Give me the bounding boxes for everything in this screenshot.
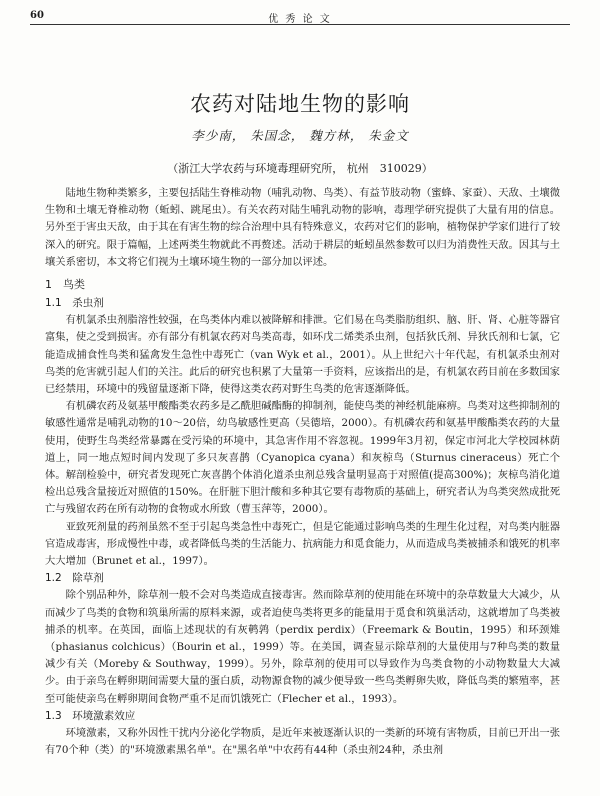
section-heading: 1 鸟类 [45, 278, 85, 292]
article-authors: 李少南， 朱国念， 魏方林， 朱金文 [191, 128, 409, 143]
body-paragraph: 亚致死剂量的药剂虽然不至于引起鸟类急性中毒死亡，但是它能通过影响鸟类的生理生化过程，对鸟类内脏器官造成毒害，形成慢性中毒，或者降低鸟类的生活能力、抗病能力和觅食能力，从而造成鸟类被捕杀和饿死的机率大大增加（Brunet et al.，1997）。 [45, 520, 560, 568]
body-paragraph: 有机氯杀虫剂脂溶性较强，在鸟类体内难以被降解和排泄。它们易在鸟类脂肪组织、脑、肝、肾、心脏等器官富集，使之受到损害。亦有部分有机氯农药对鸟类高毒，如环戊二烯类杀虫剂，包括狄氏剂、异狄氏剂和七氯，它能造成捕食性鸟类和猛禽发生急性中毒死亡（van Wyk et al.，2001）。从上世纪六十年代起，有机氯杀虫剂对鸟类的危害就引起人们的关注。此后的研究也积累了大量第一手资料，应该指出的是，有机氯农药目前在多数国家已经禁用，环境中的残留量逐渐下降，使得这类农药对野生鸟类的危害逐渐降低。 [45, 314, 560, 396]
subsection-heading: 1.1 杀虫剂 [45, 297, 104, 310]
article-body [45, 185, 560, 760]
page-number: 60 [30, 10, 44, 21]
body-paragraph: 环境激素，又称外因性干扰内分泌化学物质，是近年来被逐渐认识的一类新的环境有害物质，目前已开出一张有70个种（类）的"环境激素黑名单"。在"黑名单"中农药有44种（杀虫剂24种，杀虫剂 [45, 727, 560, 757]
body-paragraph: 有机磷农药及氨基甲酸酯类农药多是乙酰胆碱酯酶的抑制剂，能使鸟类的神经机能麻痹。鸟类对这些抑制剂的敏感性通常是哺乳动物的10～20倍，幼鸟敏感性更高（吴德培，2000）。有机磷农药和氨基甲酸酯类农药的大量使用，使野生鸟类经常暴露在受污染的环境中，其急害作用不容忽视。1999年3月初，保定市河北大学校园林荫道上，同一地点短时间内发现了多只灰喜鹊（Cyanopica cyana）和灰椋鸟（Sturnus cineraceus）死亡个体。解剖检验中，研究者发现死亡灰喜鹊个体消化道杀虫剂总残含量明显高于对照值(提高300%)；灰椋鸟消化道检出总残含量接近对照值的150%。在肝脏下胆汁酸和多种其它要有毒物质的基础上，研究者认为鸟类突然成批死亡与残留农药在所有动物的食物或水所致（曹玉萍等，2000）。 [45, 400, 560, 516]
intro-paragraph: 陆地生物种类繁多，主要包括陆生脊椎动物（哺乳动物、鸟类）、有益节肢动物（蜜蜂、家蚕）、天敌、土壤微生物和土壤无脊椎动物（蚯蚓、跳尾虫）。有关农药对陆生哺乳动物的影响，毒理学研究提供了大量有用的信息。另外至于害虫天敌，由于其在有害生物的综合治理中具有特殊意义，农药对它们的影响，植物保护学家们进行了较深入的研究。限于篇幅，上述两类生物就此不再赘述。活动于耕层的蚯蚓虽然参数可以归为消费性天敌。因其与土壤关系密切，本文将它们视为土壤环境生物的一部分加以评述。 [45, 187, 560, 268]
running-header [30, 10, 570, 25]
subsection-heading: 1.3 环境激素效应 [45, 709, 136, 722]
journal-section: 优 秀 论 文 [268, 14, 332, 25]
body-paragraph: 除个别品种外，除草剂一般不会对鸟类造成直接毒害。然而除草剂的使用能在环境中的杂草数量大大减少，从而减少了鸟类的食物和筑巢所需的原料来源，或者迫使鸟类将更多的能量用于觅食和筑巢活动，这就增加了鸟类被捕杀的机率。在英国，面临上述现状的有灰鹌鹑（perdix perdix）（Freemark & Boutin，1995）和环颈雉（phasianus colchicus）（Bourin et al.，1999）等。在美国，调查显示除草剂的大量使用与7种鸟类的数量减少有关（Moreby & Southway，1999）。另外，除草剂的使用可以导致作为鸟类食物的小动物数量大大减少。由于亲鸟在孵卵期间需要大量的蛋白质，动物源食物的减少便导致一些鸟类孵卵失败，降低鸟类的繁殖率，甚至可能使亲鸟在孵卵期间食物严重不足而饥饿死亡（Flecher et al.，1993）。 [45, 589, 560, 705]
article-title: 农药对陆地生物的影响 [190, 92, 410, 116]
author-affiliation: （浙江大学农药与环境毒理研究所， 杭州 310029） [167, 162, 433, 175]
subsection-heading: 1.2 除草剂 [45, 572, 104, 585]
